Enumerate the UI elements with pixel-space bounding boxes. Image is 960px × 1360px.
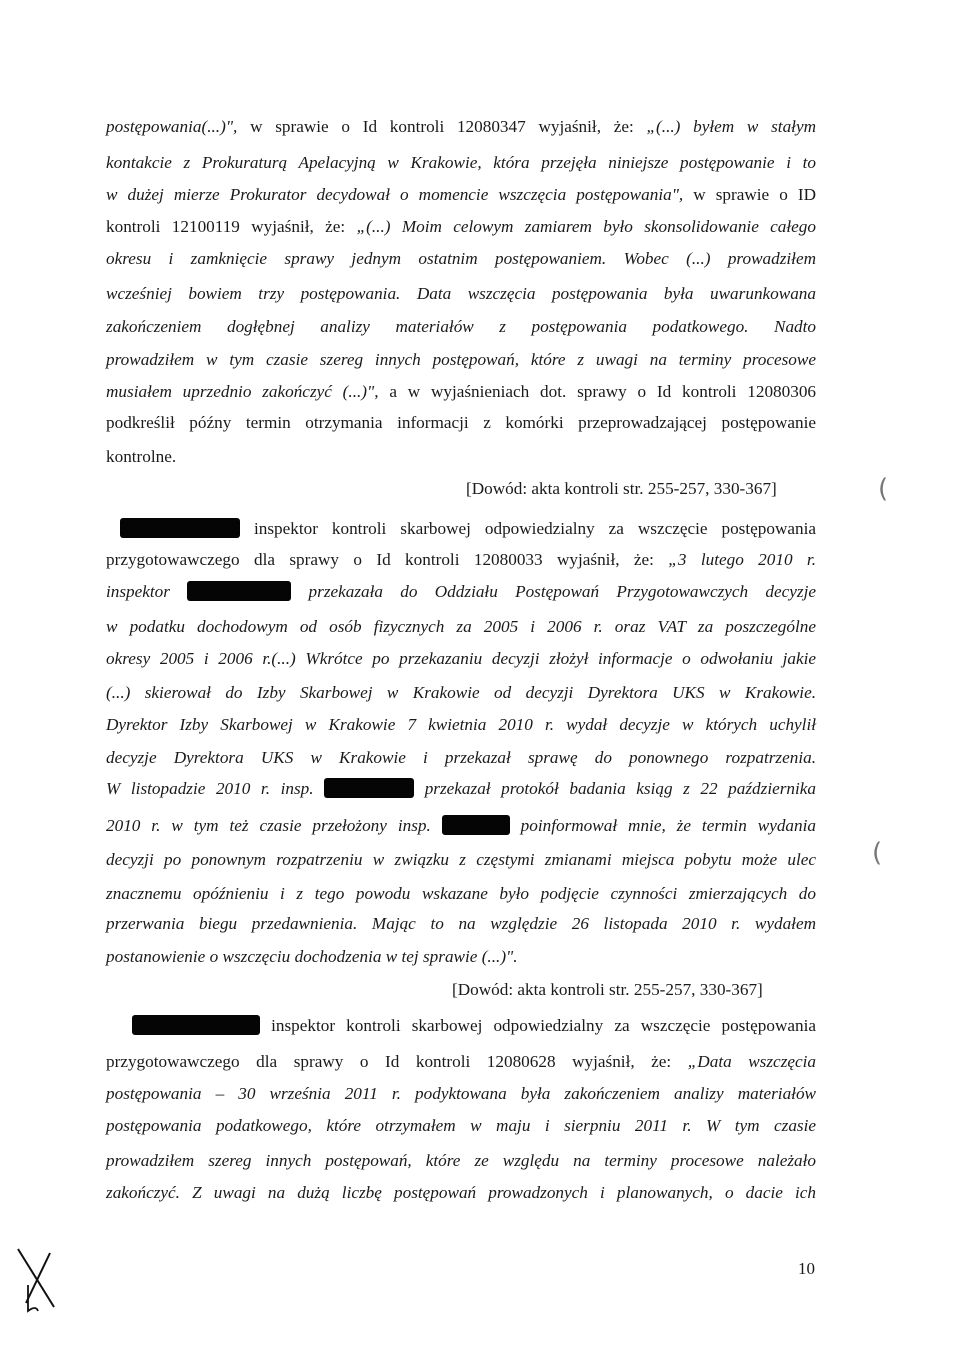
text-segment: znacznemu opóźnieniu i z tego powodu wskazane było podjęcie czynności zmierzających do (106, 884, 816, 903)
text-segment: decyzje Dyrektora UKS w Krakowie i przekazał sprawę do ponownego rozpatrzenia. (106, 748, 816, 767)
text-line (106, 616, 816, 638)
text-line (106, 1182, 816, 1204)
text-segment: kontroli 12100119 wyjaśnił, że: (106, 217, 357, 236)
text-line (106, 152, 816, 174)
text-segment: w podatku dochodowym od osób fizycznych za 2005 i 2006 r. oraz VAT za poszczególne (106, 617, 816, 636)
text-segment: a w wyjaśnieniach dot. sprawy o Id kontroli 12080306 (389, 382, 817, 401)
text-segment: prowadziłem szereg innych postępowań, które ze względu na terminy procesowe należało (106, 1151, 816, 1170)
text-line (106, 883, 816, 905)
text-line (106, 1150, 816, 1172)
text-line (106, 913, 816, 935)
text-line (106, 1115, 816, 1137)
text-segment: w dużej mierze Prokurator decydował o momencie wszczęcia postępowania", (106, 185, 694, 204)
text-segment: wcześniej bowiem trzy postępowania. Data wszczęcia postępowania była uwarunkowana (106, 284, 816, 303)
text-segment: postępowania – 30 września 2011 r. podyktowana była zakończeniem analizy materiałów (106, 1084, 816, 1103)
text-segment: postanowienie o wszczęciu dochodzenia w tej sprawie (...)". (106, 947, 518, 966)
text-line (452, 979, 763, 1001)
text-segment: 2010 r. w tym też czasie przełożony insp. (106, 816, 442, 835)
text-line (120, 518, 816, 540)
text-segment: w sprawie o Id kontroli 12080347 wyjaśnił, że: (250, 117, 647, 136)
text-segment: przerwania biegu przedawnienia. Mając to na względzie 26 listopada 2010 r. wydałem (106, 914, 816, 933)
text-segment: okresy 2005 i 2006 r.(...) Wkrótce po przekazaniu decyzji złożył informacje o odwołaniu jakie (106, 649, 816, 668)
margin-mark: ( (878, 474, 889, 504)
text-line (106, 1051, 816, 1073)
text-line (106, 349, 816, 371)
text-segment: zakończyć. Z uwagi na dużą liczbę postępowań prowadzonych i planowanych, o dacie ich (106, 1183, 816, 1202)
text-line (106, 648, 816, 670)
text-segment: przekazał protokół badania ksiąg z 22 października (424, 779, 817, 798)
redacted-name (442, 815, 510, 835)
text-line (106, 946, 816, 968)
text-line (106, 849, 816, 871)
text-segment: zakończeniem dogłębnej analizy materiałów z postępowania podatkowego. Nadto (106, 317, 816, 336)
text-line (106, 184, 816, 206)
text-line (106, 381, 816, 403)
text-segment: inspektor kontroli skarbowej odpowiedzialny za wszczęcie postępowania (271, 1016, 816, 1035)
text-line (106, 682, 816, 704)
text-segment: okresu i zamknięcie sprawy jednym ostatnim postępowaniem. Wobec (...) prowadziłem (106, 249, 816, 268)
margin-mark: ( (872, 838, 883, 868)
text-segment: przygotowawczego dla sprawy o Id kontroli 12080628 wyjaśnił, że: (106, 1052, 688, 1071)
text-segment: musiałem uprzednio zakończyć (...)", (106, 382, 390, 401)
text-segment: poinformował mnie, że termin wydania (520, 816, 816, 835)
text-line (106, 1083, 816, 1105)
text-segment: postępowania podatkowego, które otrzymałem w maju i sierpniu 2011 r. W tym czasie (106, 1116, 816, 1135)
text-segment: inspektor (106, 582, 188, 601)
text-line (106, 747, 816, 769)
text-segment: decyzji po ponownym rozpatrzeniu w związku z częstymi zmianami miejsca pobytu może ulec (106, 850, 816, 869)
page-number: 10 (798, 1259, 815, 1278)
redacted-name (120, 518, 240, 538)
text-segment: prowadziłem w tym czasie szereg innych postępowań, które z uwagi na terminy procesowe (106, 350, 816, 369)
text-segment: kontakcie z Prokuraturą Apelacyjną w Krakowie, która przejęła niniejsze postępowanie i to (106, 153, 816, 172)
text-line (106, 412, 816, 434)
text-line (106, 116, 816, 138)
handwritten-mark (14, 1245, 58, 1315)
text-segment: „3 lutego 2010 r. (668, 550, 816, 569)
text-segment: [Dowód: akta kontroli str. 255-257, 330-367] (466, 479, 777, 498)
text-line (466, 478, 777, 500)
text-segment: kontrolne. (106, 447, 177, 466)
text-line (106, 778, 816, 800)
text-segment: postępowania(...)", (106, 117, 251, 136)
text-line (106, 714, 816, 736)
text-segment: inspektor kontroli skarbowej odpowiedzialny za wszczęcie postępowania (253, 519, 816, 538)
text-line (106, 316, 816, 338)
text-line (132, 1015, 816, 1037)
text-line (106, 216, 816, 238)
text-segment: „(...) Moim celowym zamiarem było skonsolidowanie całego (356, 217, 816, 236)
text-line (106, 581, 816, 603)
text-line (106, 446, 816, 468)
text-segment: przekazała do Oddziału Postępowań Przygotowawczych decyzje (308, 582, 816, 601)
text-segment: (...) skierował do Izby Skarbowej w Krakowie od decyzji Dyrektora UKS w Krakowie. (106, 683, 816, 702)
redacted-name (324, 778, 414, 798)
text-line (106, 815, 816, 837)
redacted-name (132, 1015, 260, 1035)
text-segment: Dyrektor Izby Skarbowej w Krakowie 7 kwietnia 2010 r. wydał decyzje w których uchylił (106, 715, 816, 734)
text-segment: podkreślił późny termin otrzymania informacji z komórki przeprowadzającej postępowanie (106, 413, 816, 432)
text-segment: W listopadzie 2010 r. insp. (106, 779, 325, 798)
text-line (106, 248, 816, 270)
text-segment: „(...) byłem w stałym (646, 117, 816, 136)
text-line (106, 549, 816, 571)
redacted-name (187, 581, 291, 601)
text-line (106, 283, 816, 305)
text-segment: przygotowawczego dla sprawy o Id kontroli 12080033 wyjaśnił, że: (106, 550, 669, 569)
text-segment: [Dowód: akta kontroli str. 255-257, 330-367] (452, 980, 763, 999)
text-segment: „Data wszczęcia (687, 1052, 817, 1071)
text-segment: w sprawie o ID (693, 185, 817, 204)
